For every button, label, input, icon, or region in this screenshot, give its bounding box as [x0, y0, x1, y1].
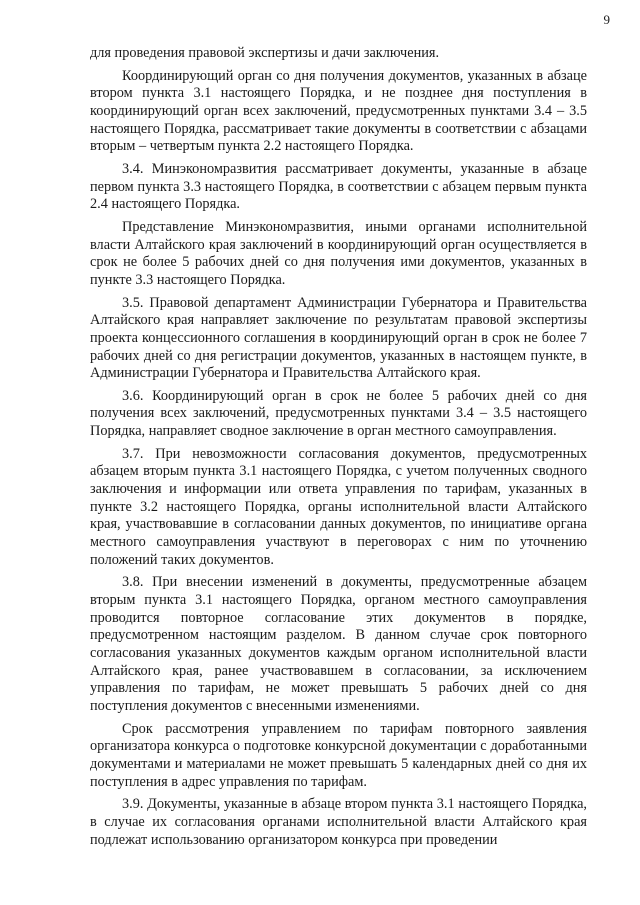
- document-body: [90, 45, 587, 854]
- paragraph: Представление Минэкономразвития, иными органами исполнительной власти Алтайского края заключений в координирующий орган осуществляется в срок не более 5 рабочих дней со дня получения ими документов, указанных в пункте 3.3 настоящего Порядка.: [90, 218, 587, 288]
- paragraph: Срок рассмотрения управлением по тарифам повторного заявления организатора конкурса о подготовке конкурсной документации с доработанными документами и материалами не может превышать 5 календарных дней со дня их поступления в адрес управления по тарифам.: [90, 720, 587, 790]
- paragraph: 3.4. Минэкономразвития рассматривает документы, указанные в абзаце первом пункта 3.3 настоящего Порядка, в соответствии с абзацем первым пункта 2.4 настоящего Порядка.: [90, 160, 587, 213]
- paragraph: 3.5. Правовой департамент Администрации Губернатора и Правительства Алтайского края направляет заключение по результатам правовой экспертизы проекта концессионного соглашения в координирующий орган в срок не более 7 рабочих дней со дня регистрации документов, указанных в настоящем пункте, в Администрации Губернатора и Правительства Алтайского края.: [90, 294, 587, 382]
- paragraph: 3.7. При невозможности согласования документов, предусмотренных абзацем вторым пункта 3.1 настоящего Порядка, с учетом полученных сводного заключения и информации или ответа управления по тарифам, указанных в пункте 3.2 настоящего Порядка, органы исполнительной власти Алтайского края, участвовавшие в согласовании данных документов, по инициативе органа местного самоуправления участвуют в переговорах с ним по уточнению положений таких документов.: [90, 445, 587, 568]
- paragraph: для проведения правовой экспертизы и дачи заключения.: [90, 45, 440, 61]
- paragraph: 3.8. При внесении изменений в документы, предусмотренные абзацем вторым пункта 3.1 настоящего Порядка, органом местного самоуправления проводится повторное согласование этих документов в порядке, предусмотренном настоящим разделом. В данном случае срок повторного согласования указанных документов каждым органом исполнительной власти Алтайского края, ранее участвовавшем в согласовании, за исключением управления по тарифам, не может превышать 5 рабочих дней со дня поступления документов с внесенными изменениями.: [90, 574, 587, 714]
- paragraph: 3.9. Документы, указанные в абзаце втором пункта 3.1 настоящего Порядка, в случае их согласования органами исполнительной власти Алтайского края подлежат использованию организатором конкурса при проведении: [90, 796, 587, 848]
- paragraph: Координирующий орган со дня получения документов, указанных в абзаце втором пункта 3.1 настоящего Порядка, и не позднее дня поступления в координирующий орган всех заключений, предусмотренных пунктами 3.4 – 3.5 настоящего Порядка, рассматривает такие документы в соответствии с абзацами вторым – четвертым пункта 2.2 настоящего Порядка.: [90, 67, 587, 155]
- page-number: 9: [603, 12, 610, 27]
- paragraph: 3.6. Координирующий орган в срок не более 5 рабочих дней со дня получения всех заключений, предусмотренных пунктами 3.4 – 3.5 настоящего Порядка, направляет сводное заключение в орган местного самоуправления.: [90, 387, 587, 440]
